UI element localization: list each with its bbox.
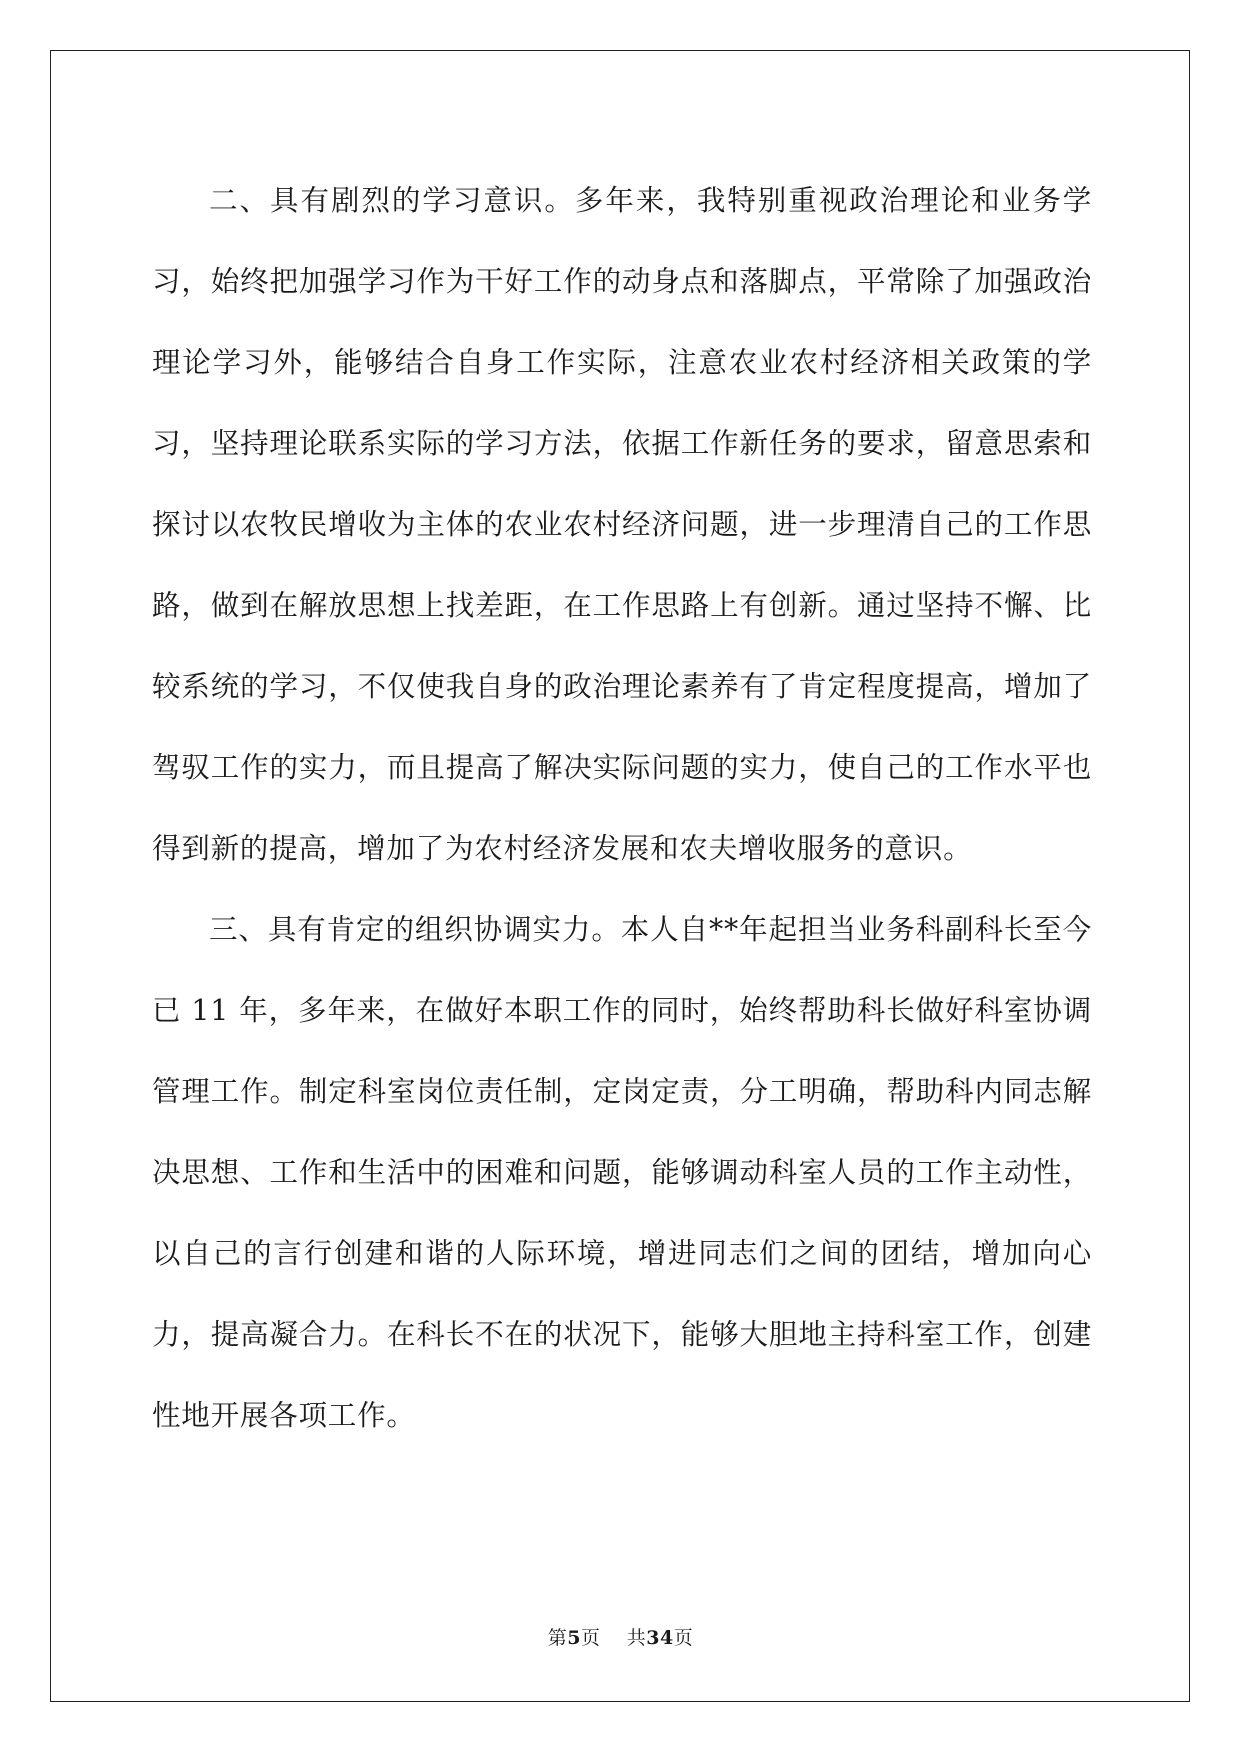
page-prefix: 第	[547, 1627, 568, 1649]
current-page-number: 5	[567, 1627, 582, 1649]
paragraph-learning-awareness: 二、具有剧烈的学习意识。多年来，我特别重视政治理论和业务学习，始终把加强学习作为干好工作的动身点和落脚点，平常除了加强政治理论学习外，能够结合自身工作实际，注意农业农村经济相关政策的学习，坚持理论联系实际的学习方法，依据工作新任务的要求，留意思索和探讨以农牧民增收为主体的农业农村经济问题，进一步理清自己的工作思路，做到在解放思想上找差距，在工作思路上有创新。通过坚持不懈、比较系统的学习，不仅使我自身的政治理论素养有了肯定程度提高，增加了驾驭工作的实力，而且提高了解决实际问题的实力，使自己的工作水平也得到新的提高，增加了为农村经济发展和农夫增收服务的意识。	[152, 184, 1092, 865]
paragraph-coordination-ability: 三、具有肯定的组织协调实力。本人自**年起担当业务科副科长至今已 11 年，多年来，在做好本职工作的同时，始终帮助科长做好科室协调管理工作。制定科室岗位责任制，定岗定责，分工明确，帮助科内同志解决思想、工作和生活中的困难和问题，能够调动科室人员的工作主动性，以自己的言行创建和谐的人际环境，增进同志们之间的团结，增加向心力，提高凝合力。在科长不在的状况下，能够大胆地主持科室工作，创建性地开展各项工作。	[152, 913, 1092, 1432]
total-prefix: 共	[626, 1627, 647, 1649]
page-suffix: 页	[581, 1627, 601, 1649]
total-page-count: 34	[646, 1627, 674, 1649]
page-footer	[0, 1623, 1241, 1650]
total-suffix: 页	[673, 1627, 694, 1649]
document-body	[152, 160, 1092, 1456]
